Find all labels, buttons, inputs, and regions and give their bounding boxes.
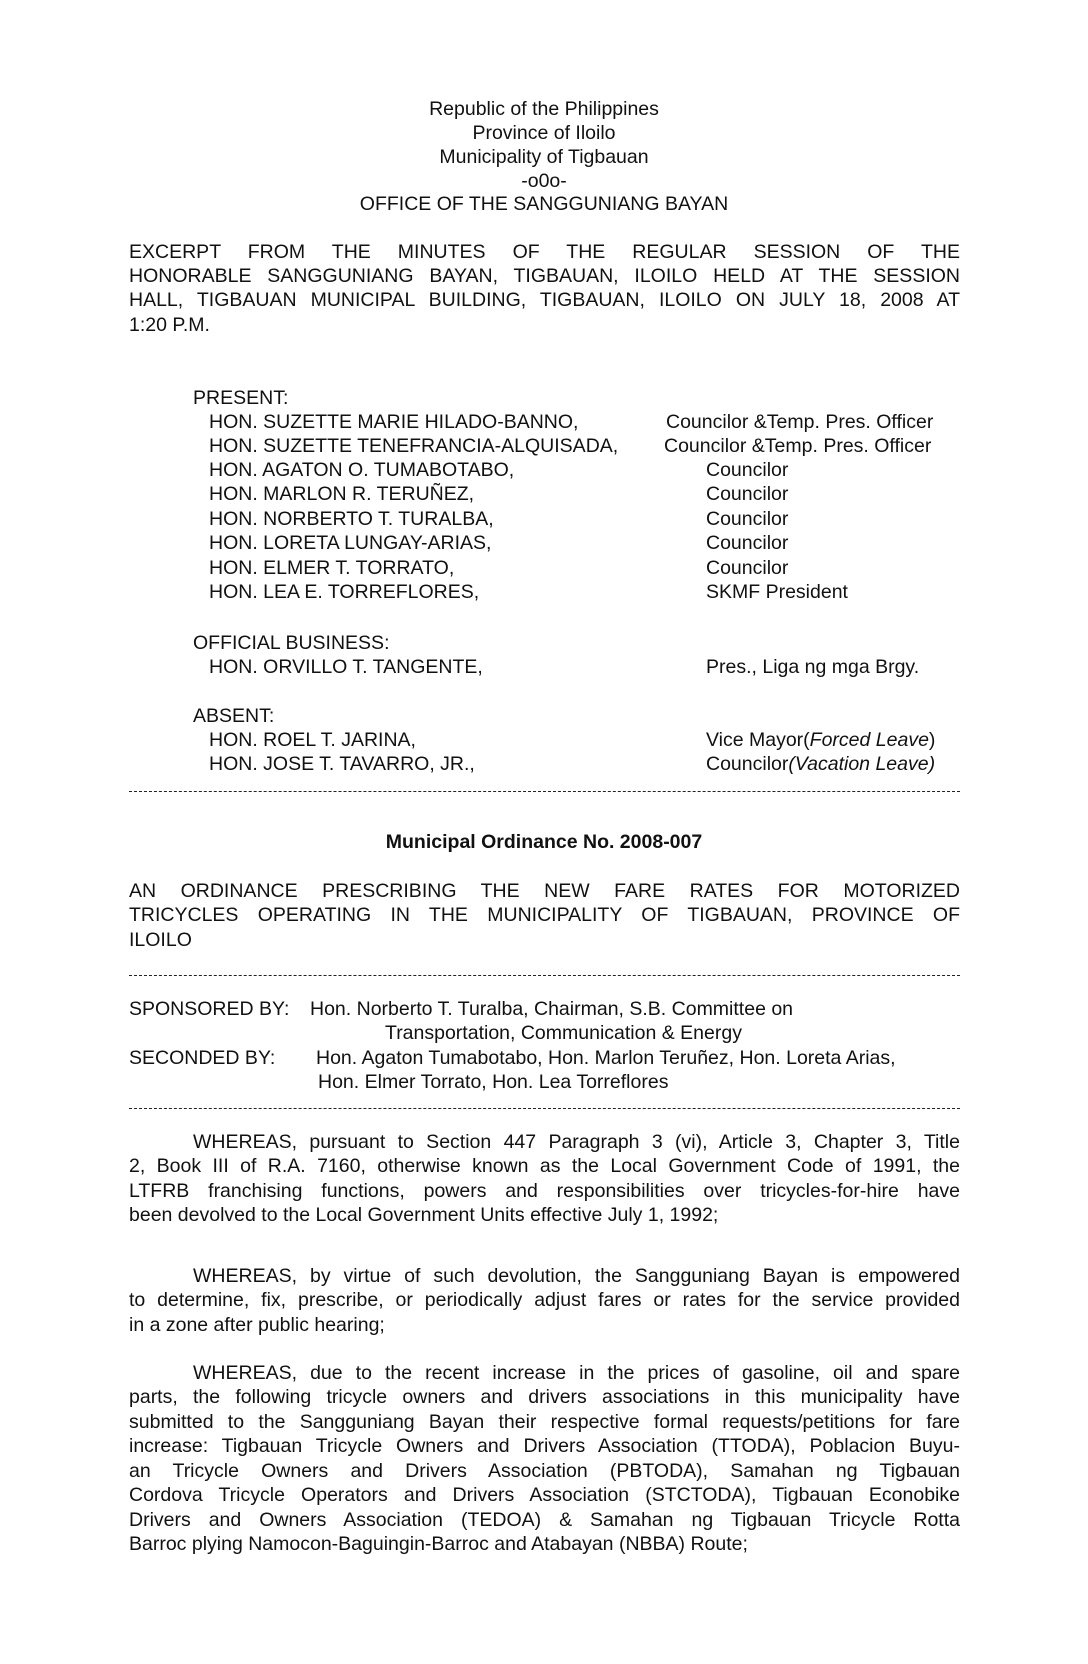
sponsored-by-line-1: Hon. Norberto T. Turalba, Chairman, S.B. Committee on	[310, 998, 794, 1020]
separator-dashes	[129, 1108, 960, 1110]
present-role: Councilor &Temp. Pres. Officer	[664, 435, 932, 457]
absent-role-note: Forced Leave	[809, 729, 929, 751]
absent-role	[706, 752, 935, 777]
present-role: Councilor &Temp. Pres. Officer	[666, 411, 934, 433]
whereas-2-line-3: in a zone after public hearing;	[129, 1314, 385, 1336]
header-office: OFFICE OF THE SANGGUNIANG BAYAN	[359, 193, 729, 215]
present-role: Councilor	[706, 557, 789, 579]
seconded-by-line-2: Hon. Elmer Torrato, Hon. Lea Torreflores	[318, 1071, 669, 1093]
present-role: Councilor	[706, 459, 789, 481]
separator-dashes	[129, 791, 960, 793]
ordinance-title-line-3: ILOILO	[129, 929, 192, 951]
absent-role-note: (Vacation Leave)	[788, 753, 936, 775]
whereas-3-line-8: Barroc plying Namocon-Baguingin-Barroc and Atabayan (NBBA) Route;	[129, 1533, 748, 1555]
absent-role-title: Councilor	[706, 753, 789, 775]
present-name: HON. SUZETTE TENEFRANCIA-ALQUISADA,	[209, 435, 619, 457]
absent-role-close: )	[928, 729, 936, 751]
absent-name: HON. JOSE T. TAVARRO, JR.,	[209, 753, 475, 775]
present-name: HON. ELMER T. TORRATO,	[209, 557, 455, 579]
sponsored-by-label: SPONSORED BY:	[129, 998, 290, 1020]
header-municipality: Municipality of Tigbauan	[439, 146, 649, 168]
present-name: HON. LEA E. TORREFLORES,	[209, 581, 480, 603]
absent-label: ABSENT:	[193, 705, 275, 727]
header-divider: -o0o-	[521, 170, 567, 192]
whereas-3-line-1: WHEREAS, due to the recent increase in the prices of gasoline, oil and spare	[193, 1362, 960, 1384]
whereas-1-line-4: been devolved to the Local Government Units effective July 1, 1992;	[129, 1204, 719, 1226]
whereas-3-line-5: an Tricycle Owners and Drivers Association (PBTODA), Samahan ng Tigbauan	[129, 1460, 960, 1482]
present-name: HON. LORETA LUNGAY-ARIAS,	[209, 532, 492, 554]
header-republic: Republic of the Philippines	[429, 98, 659, 120]
excerpt-line-2: HONORABLE SANGGUNIANG BAYAN, TIGBAUAN, ILOILO HELD AT THE SESSION	[129, 265, 960, 287]
present-name: HON. AGATON O. TUMABOTABO,	[209, 459, 515, 481]
sponsored-by-line-2: Transportation, Communication & Energy	[385, 1022, 742, 1044]
present-role: SKMF President	[706, 581, 848, 603]
whereas-3-line-4: increase: Tigbauan Tricycle Owners and Drivers Association (TTODA), Poblacion Buyu-	[129, 1435, 960, 1457]
whereas-3-line-3: submitted to the Sangguniang Bayan their respective formal requests/petitions for fare	[129, 1411, 960, 1433]
ordinance-title-line-1: AN ORDINANCE PRESCRIBING THE NEW FARE RATES FOR MOTORIZED	[129, 880, 960, 902]
present-role: Councilor	[706, 508, 789, 530]
present-name: HON. SUZETTE MARIE HILADO-BANNO,	[209, 411, 579, 433]
whereas-2-line-1: WHEREAS, by virtue of such devolution, the Sangguniang Bayan is empowered	[193, 1265, 960, 1287]
absent-name: HON. ROEL T. JARINA,	[209, 729, 416, 751]
present-label: PRESENT:	[193, 387, 289, 409]
official-business-label: OFFICIAL BUSINESS:	[193, 632, 390, 654]
present-name: HON. MARLON R. TERUÑEZ,	[209, 483, 475, 505]
seconded-by-line-1: Hon. Agaton Tumabotabo, Hon. Marlon Teruñez, Hon. Loreta Arias,	[316, 1047, 896, 1069]
absent-role-title: Vice Mayor(	[706, 729, 810, 751]
ordinance-title-line-2: TRICYCLES OPERATING IN THE MUNICIPALITY OF TIGBAUAN, PROVINCE OF	[129, 904, 960, 926]
whereas-3-line-2: parts, the following tricycle owners and drivers associations in this municipality have	[129, 1386, 960, 1408]
whereas-3-line-7: Drivers and Owners Association (TEDOA) & Samahan ng Tigbauan Tricycle Rotta	[129, 1509, 960, 1531]
excerpt-line-1: EXCERPT FROM THE MINUTES OF THE REGULAR SESSION OF THE	[129, 241, 960, 263]
whereas-1-line-1: WHEREAS, pursuant to Section 447 Paragraph 3 (vi), Article 3, Chapter 3, Title	[193, 1131, 960, 1153]
seconded-by-label: SECONDED BY:	[129, 1047, 276, 1069]
separator-dashes	[129, 975, 960, 977]
whereas-2-line-2: to determine, fix, prescribe, or periodically adjust fares or rates for the service provided	[129, 1289, 960, 1311]
official-name: HON. ORVILLO T. TANGENTE,	[209, 656, 483, 678]
whereas-3-line-6: Cordova Tricycle Operators and Drivers Association (STCTODA), Tigbauan Econobike	[129, 1484, 960, 1506]
ordinance-number: Municipal Ordinance No. 2008-007	[385, 831, 703, 853]
present-role: Councilor	[706, 483, 789, 505]
whereas-1-line-2: 2, Book III of R.A. 7160, otherwise known as the Local Government Code of 1991, the	[129, 1155, 960, 1177]
excerpt-line-3: HALL, TIGBAUAN MUNICIPAL BUILDING, TIGBAUAN, ILOILO ON JULY 18, 2008 AT	[129, 289, 960, 311]
header-province: Province of Iloilo	[472, 122, 616, 144]
present-role: Councilor	[706, 532, 789, 554]
absent-role	[706, 728, 935, 753]
official-role: Pres., Liga ng mga Brgy.	[706, 656, 920, 678]
whereas-1-line-3: LTFRB franchising functions, powers and responsibilities over tricycles-for-hire have	[129, 1180, 960, 1202]
excerpt-line-4: 1:20 P.M.	[129, 314, 210, 336]
present-name: HON. NORBERTO T. TURALBA,	[209, 508, 494, 530]
